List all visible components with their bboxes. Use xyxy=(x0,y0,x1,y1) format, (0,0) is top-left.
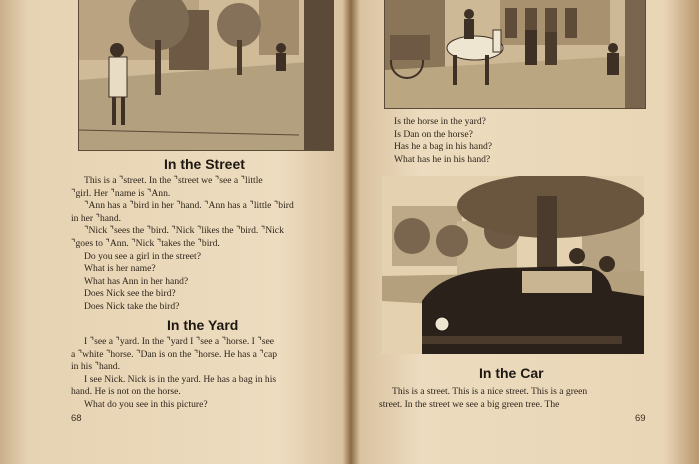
text-line: ⌝Ann has a ⌝bird in her ⌝hand. ⌝Ann has a ⌝little ⌝bird xyxy=(84,200,294,212)
question-line: Is Dan on the horse? xyxy=(394,128,473,140)
text-line: street. In the street we see a big green tree. The xyxy=(379,398,560,410)
text-line: in her ⌝hand. xyxy=(71,212,122,224)
street-paragraph xyxy=(71,175,339,314)
street-heading: In the Street xyxy=(164,156,245,172)
question-line: What has he in his hand? xyxy=(394,153,491,165)
text-line: ⌝girl. Her ⌝name is ⌝Ann. xyxy=(71,187,171,199)
page-number-right: 69 xyxy=(635,413,646,424)
text-line: ⌝Nick ⌝sees the ⌝bird. ⌝Nick ⌝likes the ⌝bird. ⌝Nick xyxy=(84,225,284,237)
car-paragraph xyxy=(379,386,644,411)
text-line: hand. He is not on the horse. xyxy=(71,386,181,398)
yard-paragraph xyxy=(71,336,339,412)
text-line: a ⌝white ⌝horse. ⌝Dan is on the ⌝horse. He has a ⌝cap xyxy=(71,348,278,360)
text-line: This is a street. This is a nice street. This is a green xyxy=(392,386,588,397)
yard-heading: In the Yard xyxy=(167,317,239,333)
text-line: I ⌝see a ⌝yard. In the ⌝yard I ⌝see a ⌝horse. I ⌝see xyxy=(84,336,274,347)
question-line: Has he a bag in his hand? xyxy=(394,141,493,153)
text-line: ⌝goes to ⌝Ann. ⌝Nick ⌝takes the ⌝bird. xyxy=(71,237,220,249)
question-line: What is her name? xyxy=(84,263,156,275)
question-line: Does Nick see the bird? xyxy=(84,288,176,300)
question-line: Do you see a girl in the street? xyxy=(84,250,201,262)
street-illustration xyxy=(78,0,334,151)
question-line: Is the horse in the yard? xyxy=(394,116,486,127)
car-heading: In the Car xyxy=(479,365,544,381)
text-line: This is a ⌝street. In the ⌝street we ⌝see a ⌝little xyxy=(84,175,263,186)
right-page xyxy=(352,0,699,464)
page-number-left: 68 xyxy=(71,413,82,424)
yard-illustration xyxy=(384,0,646,109)
text-line: I see Nick. Nick is in the yard. He has a bag in his xyxy=(84,373,277,385)
question-line: Does Nick take the bird? xyxy=(84,300,180,312)
question-line: What has Ann in her hand? xyxy=(84,275,189,287)
text-line: in his ⌝hand. xyxy=(71,361,120,373)
car-illustration xyxy=(382,176,644,354)
question-line: What do you see in this picture? xyxy=(84,398,208,410)
yard-questions xyxy=(394,116,644,166)
